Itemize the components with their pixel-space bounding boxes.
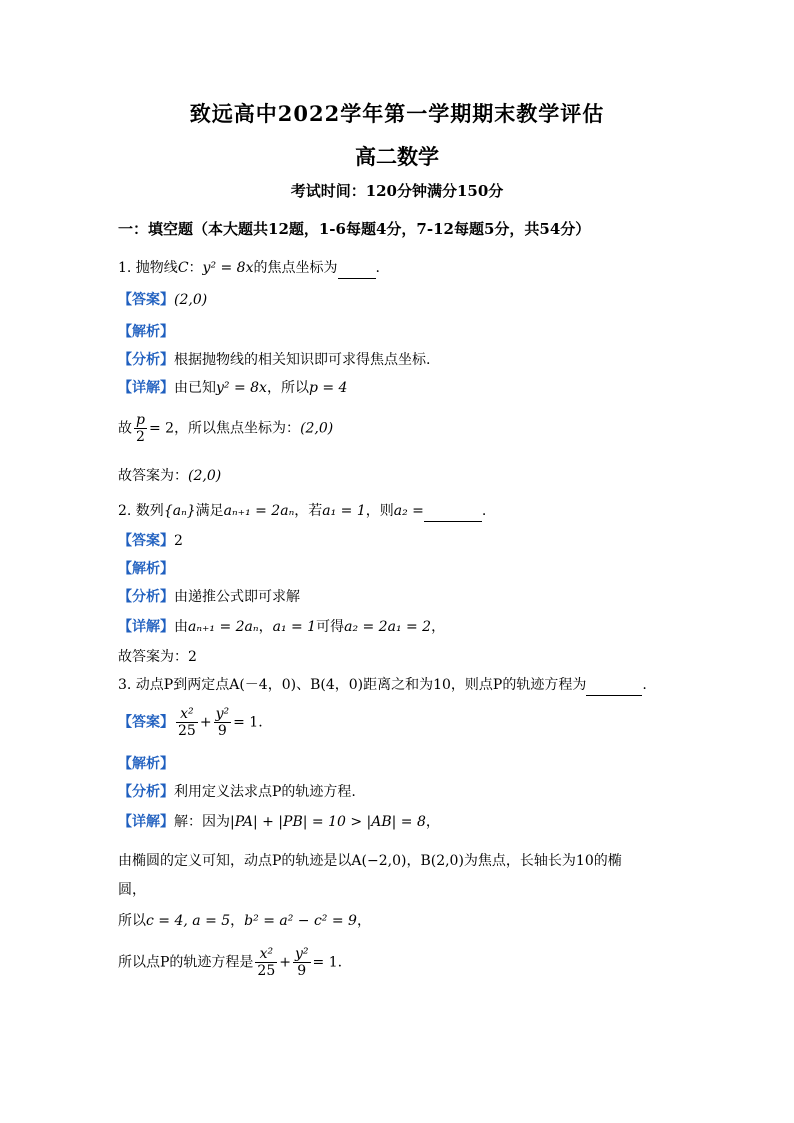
q2-detail-a2: a₂ = 2a₁ = 2 xyxy=(344,619,432,635)
q2-blank xyxy=(424,501,482,522)
q1-line2-val: (2,0) xyxy=(300,420,334,437)
q2-detail-b: ， xyxy=(258,619,273,635)
q1-line2-eq: = 2 xyxy=(148,420,175,437)
q3-line2 xyxy=(118,851,622,871)
q3-fenxi-line xyxy=(118,782,356,802)
q2-detail-c: 可得 xyxy=(316,619,345,635)
q3-text: 3. 动点P到两定点A(－4，0)、B(4，0)距离之和为10，则点P的轨迹方程为 xyxy=(118,677,587,693)
q2-analysis-line xyxy=(118,559,174,579)
q3-frac-x-num: x² xyxy=(176,706,198,723)
q3-frac-x-den: 25 xyxy=(178,723,196,739)
q3-detail-line xyxy=(118,812,440,832)
q2-mid2: ，若 xyxy=(294,503,323,519)
q2-answer-line xyxy=(118,531,183,551)
q2-detail-line xyxy=(118,617,445,637)
q1-answer-line xyxy=(118,290,207,310)
q1-fenxi-line xyxy=(118,350,430,370)
analysis-tag: 【解析】 xyxy=(118,756,174,772)
q3-line4-c: ， xyxy=(356,913,371,929)
q1-frac-den: 2 xyxy=(136,429,145,445)
q2-answer: 2 xyxy=(174,533,183,549)
q1-suffix: 的焦点坐标为 xyxy=(253,260,338,276)
q1-fraction xyxy=(134,412,147,445)
q3-l5-frac-x xyxy=(255,946,277,979)
q2-a1: a₁ = 1 xyxy=(322,503,366,519)
q2-end: . xyxy=(481,503,487,519)
analysis-tag: 【解析】 xyxy=(118,324,174,340)
q3-ans-eq: = 1 xyxy=(233,714,259,731)
q2-final xyxy=(118,647,197,667)
q2-detail-a: 由 xyxy=(174,619,188,635)
q1-frac-num: p xyxy=(136,412,145,428)
q3-frac-y-num: y² xyxy=(215,706,230,722)
q1-line2-a: 故 xyxy=(118,420,132,437)
q3-l5-plus: + xyxy=(279,954,291,971)
q1-detail-p: p = 4 xyxy=(308,380,348,396)
q3-frac-y-den: 9 xyxy=(217,723,227,739)
fenxi-tag: 【分析】 xyxy=(118,589,174,605)
q1-colon: ： xyxy=(188,260,203,276)
q2-a2: a₂ = xyxy=(393,503,424,519)
q1-analysis-line xyxy=(118,322,174,342)
q2-sequence: {aₙ} xyxy=(163,503,196,519)
q1-detail-line xyxy=(118,378,347,398)
q3-line4 xyxy=(118,911,371,931)
q2-mid: 满足 xyxy=(195,503,224,519)
q3-line5 xyxy=(118,946,342,979)
q2-stem xyxy=(118,501,486,522)
q1-detail-eq: y² = 8x xyxy=(216,380,267,396)
q3-l5-frac-y-den: 9 xyxy=(297,963,307,979)
q1-fenxi-text: 根据抛物线的相关知识即可求得焦点坐标. xyxy=(174,352,431,368)
section-heading: 一：填空题（本大题共12题，1-6每题4分，7-12每题5分，共54分） xyxy=(118,220,591,238)
q1-line2 xyxy=(118,412,333,445)
q3-l5-frac-y-num: y² xyxy=(294,946,309,962)
q3-detail-a: 解：因为 xyxy=(174,814,230,830)
q3-line4-a: 所以 xyxy=(118,913,146,929)
q2-fenxi-line xyxy=(118,587,300,607)
exam-info: 考试时间：120分钟满分150分 xyxy=(290,182,504,200)
q3-l5-eq: = 1 xyxy=(312,954,338,971)
q1-detail-a: 由已知 xyxy=(174,380,216,396)
q3-l5-frac-y xyxy=(293,946,311,979)
q3-blank xyxy=(586,675,642,696)
q3-ans-end: . xyxy=(258,714,263,731)
q3-line4-eq: c = 4, a = 5 xyxy=(146,913,231,929)
q3-analysis-line xyxy=(118,754,174,774)
q1-detail-b: ，所以 xyxy=(266,380,309,396)
q3-frac-x xyxy=(176,706,198,739)
detail-tag: 【详解】 xyxy=(118,619,174,635)
q1-final-label: 故答案为： xyxy=(118,468,188,484)
analysis-tag: 【解析】 xyxy=(118,561,174,577)
detail-tag: 【详解】 xyxy=(118,814,174,830)
q2-mid3: ，则 xyxy=(365,503,394,519)
q2-fenxi-text: 由递推公式即可求解 xyxy=(174,589,300,605)
q3-line3-text: 圆， xyxy=(118,882,146,898)
q1-prefix: 1. 抛物线 xyxy=(118,260,178,276)
q3-line4-b: ， xyxy=(230,913,245,929)
q1-stem: 1. 抛物线C：y² = 8x的焦点坐标为 . xyxy=(118,258,380,279)
fenxi-tag: 【分析】 xyxy=(118,352,174,368)
q1-equation: y² = 8x xyxy=(202,260,254,276)
q3-line2-text: 由椭圆的定义可知，动点P的轨迹是以A(−2,0)，B(2,0)为焦点，长轴长为10的椭 xyxy=(118,853,622,869)
q1-blank xyxy=(338,258,376,279)
q2-prefix: 2. 数列 xyxy=(118,503,164,519)
q1-curve-name: C xyxy=(177,260,189,276)
q2-detail-a1: a₁ = 1 xyxy=(272,619,317,635)
detail-tag: 【详解】 xyxy=(118,380,174,396)
q3-end: . xyxy=(642,677,647,693)
q2-recurrence: aₙ₊₁ = 2aₙ xyxy=(223,503,295,519)
q3-l5-end: . xyxy=(337,954,343,971)
q3-detail-eq: |PA| + |PB| = 10 > |AB| = 8 xyxy=(230,814,426,830)
q1-final-val: (2,0) xyxy=(188,468,222,484)
q3-detail-b: ， xyxy=(425,814,440,830)
q1-line2-b: ，所以焦点坐标为： xyxy=(174,420,301,437)
answer-tag: 【答案】 xyxy=(118,533,174,549)
q2-detail-rec: aₙ₊₁ = 2aₙ xyxy=(188,619,259,635)
q1-answer: (2,0) xyxy=(174,292,208,308)
q2-detail-d: ， xyxy=(431,619,446,635)
q3-stem xyxy=(118,675,647,696)
document-title: 致远高中2022学年第一学期期末教学评估 xyxy=(189,101,605,126)
q3-frac-y xyxy=(214,706,232,739)
q3-plus: + xyxy=(199,714,212,731)
q3-l5-frac-x-num: x² xyxy=(255,946,277,963)
document-subtitle: 高二数学 xyxy=(355,144,439,169)
answer-tag: 【答案】 xyxy=(118,714,174,731)
answer-tag: 【答案】 xyxy=(118,292,174,308)
q1-final xyxy=(118,466,221,486)
q3-l5-frac-x-den: 25 xyxy=(257,963,276,979)
fenxi-tag: 【分析】 xyxy=(118,784,174,800)
q3-line5-a: 所以点P的轨迹方程是 xyxy=(118,954,254,971)
q3-line3 xyxy=(118,880,146,900)
q3-answer-line xyxy=(118,706,263,739)
q2-final-text: 故答案为：2 xyxy=(118,649,197,665)
q3-fenxi-text: 利用定义法求点P的轨迹方程. xyxy=(174,784,356,800)
q3-line4-eq2: b² = a² − c² = 9 xyxy=(244,913,357,929)
